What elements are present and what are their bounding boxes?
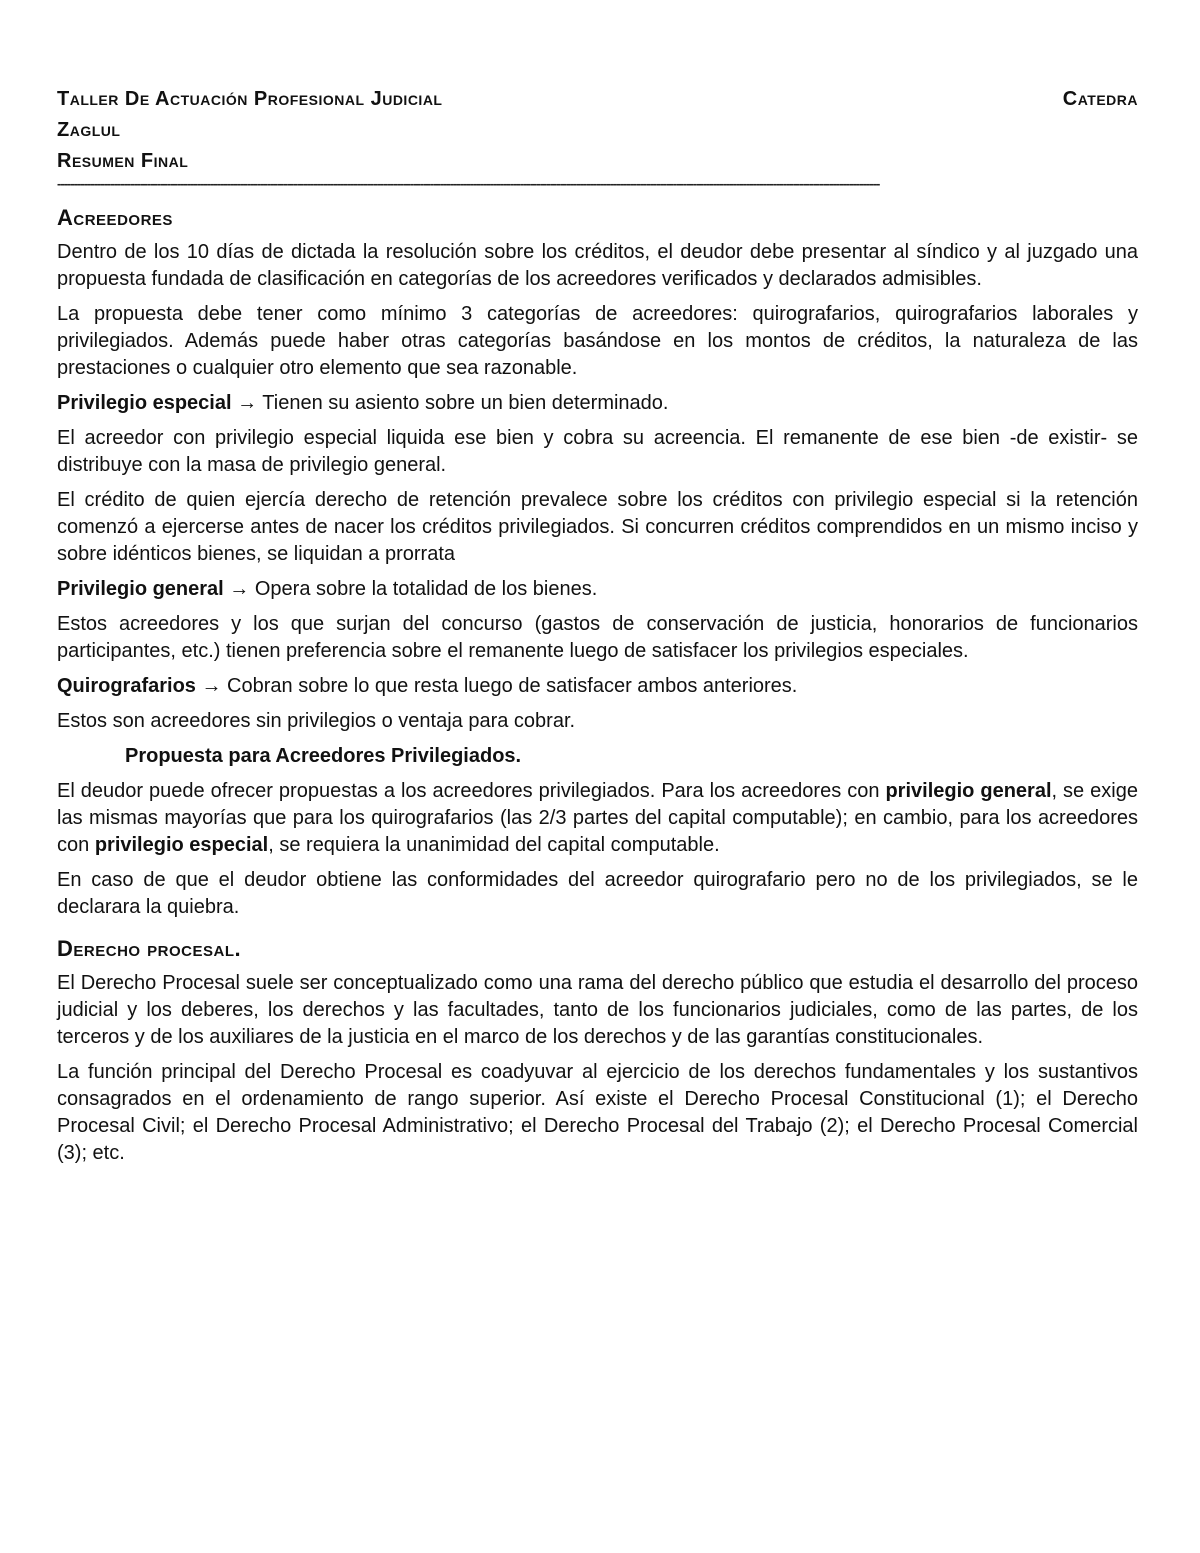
paragraph: El crédito de quien ejercía derecho de retención prevalece sobre los créditos con privilegio especial si la retención comenzó a ejercerse antes de nacer los créditos privilegiados. Si concurren créditos comprendidos en un mismo inciso y sobre idénticos bienes, se liquidan a prorrata bbox=[57, 489, 1138, 565]
header-line-1 bbox=[57, 84, 1138, 115]
document-subtitle: Resumen Final bbox=[57, 150, 189, 172]
text-run: , se requiera la unanimidad del capital computable. bbox=[268, 834, 720, 856]
dashed-separator: ------------------------------------------------------------------------------------------------------------------------------------------------------------------------------------------------------------------------------------------------------- bbox=[57, 178, 880, 190]
professor-name: Zaglul bbox=[57, 119, 121, 141]
paragraph: La función principal del Derecho Procesal es coadyuvar al ejercicio de los derechos fundamentales y los sustantivos consagrados en el ordenamiento de rango superior. Así existe el Derecho Procesal Constitucional (1); el Derecho Procesal Civil; el Derecho Procesal Administrativo; el Derecho Procesal del Trabajo (2); el Derecho Procesal Comercial (3); etc. bbox=[57, 1061, 1138, 1164]
term-label: Privilegio especial bbox=[57, 392, 232, 414]
arrow-right-icon: → bbox=[229, 578, 250, 600]
paragraph: El acreedor con privilegio especial liquida ese bien y cobra su acreencia. El remanente de ese bien -de existir- se distribuye con la masa de privilegio general. bbox=[57, 427, 1138, 476]
quirografarios-definition bbox=[57, 673, 1138, 700]
paragraph: El Derecho Procesal suele ser conceptualizado como una rama del derecho público que estudia el desarrollo del proceso judicial y los deberes, los derechos y las facultades, tanto de los funcionarios judiciales, como de las partes, de los terceros y de los auxiliares de la justicia en el marco de los derechos y de las garantías constitucionales. bbox=[57, 972, 1138, 1048]
section-title-derecho-procesal: Derecho procesal. bbox=[57, 936, 242, 961]
paragraph: Estos acreedores y los que surjan del concurso (gastos de conservación de justicia, honorarios de funcionarios participantes, etc.) tienen preferencia sobre el remanente luego de satisfacer los privilegios especiales. bbox=[57, 613, 1138, 662]
definition-text: Cobran sobre lo que resta luego de satisfacer ambos anteriores. bbox=[221, 675, 798, 697]
document-page bbox=[57, 84, 1138, 1175]
paragraph: La propuesta debe tener como mínimo 3 categorías de acreedores: quirografarios, quirografarios laborales y privilegiados. Además puede haber otras categorías basándose en los montos de créditos, la naturaleza de las prestaciones o cualquier otro elemento que sea razonable. bbox=[57, 303, 1138, 379]
paragraph: En caso de que el deudor obtiene las conformidades del acreedor quirografario pero no de los privilegiados, se le declarara la quiebra. bbox=[57, 869, 1138, 918]
term-label: Privilegio general bbox=[57, 578, 224, 600]
paragraph: Dentro de los 10 días de dictada la resolución sobre los créditos, el deudor debe presentar al síndico y al juzgado una propuesta fundada de clasificación en categorías de los acreedores verificados y declarados admisibles. bbox=[57, 241, 1138, 290]
bold-term: privilegio especial bbox=[94, 834, 269, 856]
catedra-label: Catedra bbox=[1062, 88, 1138, 110]
definition-text: Opera sobre la totalidad de los bienes. bbox=[249, 578, 598, 600]
term-label: Quirografarios bbox=[57, 675, 196, 697]
definition-text: Tienen su asiento sobre un bien determinado. bbox=[257, 392, 669, 414]
course-title: Taller De Actuación Profesional Judicial bbox=[57, 88, 443, 110]
privilegio-general-definition bbox=[57, 576, 1138, 603]
arrow-right-icon: → bbox=[201, 675, 222, 697]
section-title-acreedores: Acreedores bbox=[57, 205, 173, 230]
privilegio-especial-definition bbox=[57, 390, 1138, 417]
paragraph: Estos son acreedores sin privilegios o ventaja para cobrar. bbox=[57, 710, 576, 732]
paragraph-propuesta bbox=[57, 778, 1138, 859]
arrow-right-icon: → bbox=[237, 392, 258, 414]
text-run: , se exige las mismas mayorías que para los quirografarios (las 2/3 partes del capital computable); en cambio, para los acreedores con bbox=[57, 780, 1138, 856]
subheading-propuesta: Propuesta para Acreedores Privilegiados. bbox=[125, 745, 522, 767]
bold-term: privilegio general bbox=[885, 780, 1052, 802]
text-run: El deudor puede ofrecer propuestas a los acreedores privilegiados. Para los acreedores con bbox=[57, 780, 886, 802]
